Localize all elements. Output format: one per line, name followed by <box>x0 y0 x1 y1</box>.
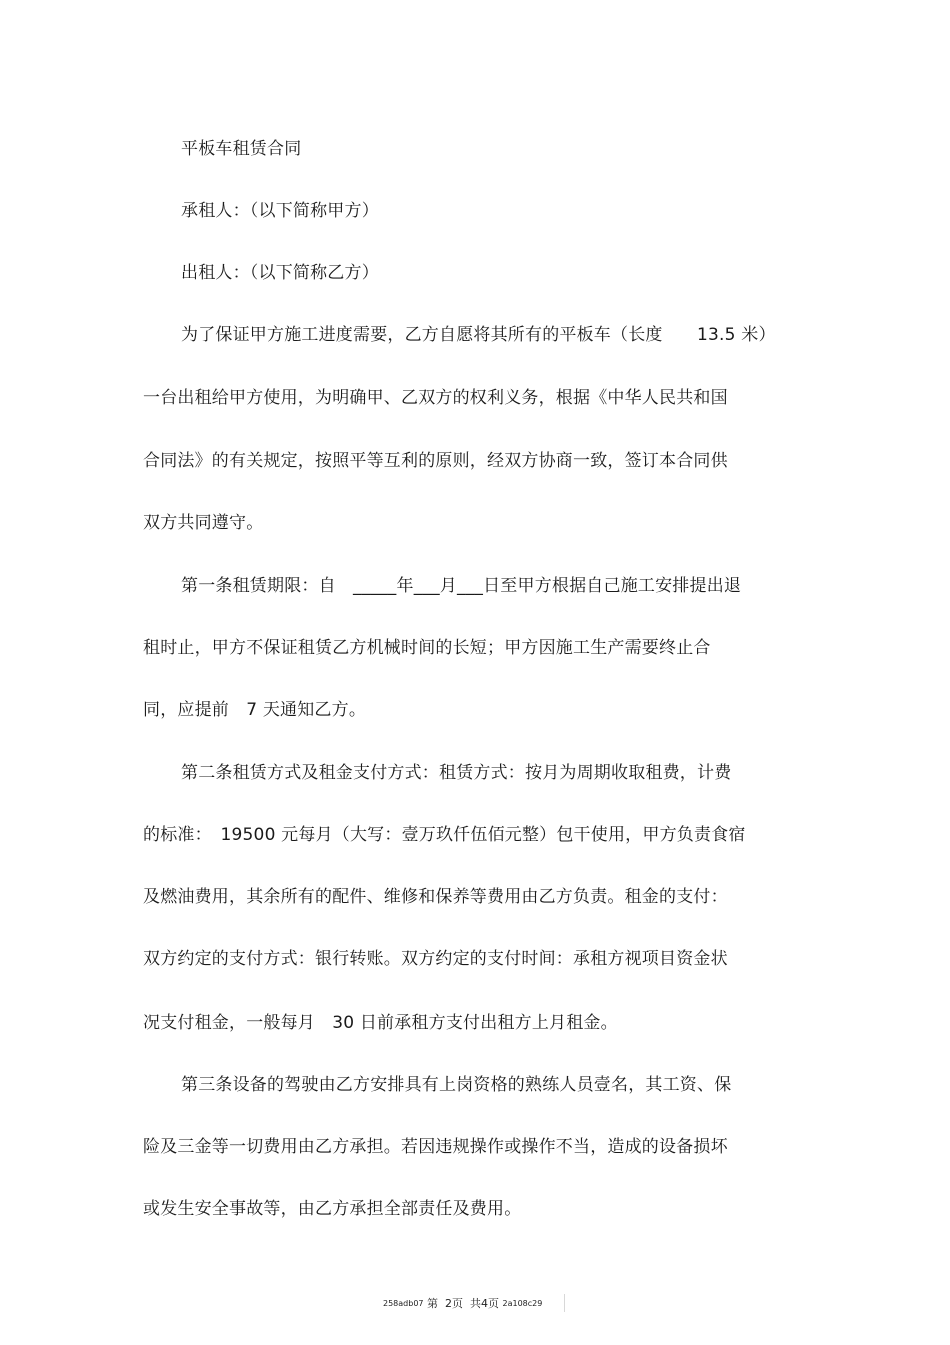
footer-code-left: 258adb07 <box>383 1299 424 1308</box>
contract-title: 平板车租赁合同 <box>181 139 302 159</box>
paragraph-line: 合同法》的有关规定，按照平等互利的原则，经双方协商一致，签订本合同供 <box>143 451 728 471</box>
paragraph-line: 及燃油费用，其余所有的配件、维修和保养等费用由乙方负责。租金的支付： <box>143 887 728 907</box>
paragraph-line: 第三条设备的驾驶由乙方安排具有上岗资格的熟练人员壹名，其工资、保 <box>181 1075 732 1095</box>
paragraph-line: 或发生安全事故等，由乙方承担全部责任及费用。 <box>143 1199 522 1219</box>
footer-divider <box>564 1294 565 1312</box>
paragraph-line: 况支付租金，一般每月 30 日前承租方支付出租方上月租金。 <box>143 1013 618 1033</box>
lessee-line: 承租人：（以下简称甲方） <box>181 201 379 221</box>
paragraph-line: 双方共同遵守。 <box>143 513 264 533</box>
paragraph-line: 双方约定的支付方式：银行转账。双方约定的支付时间：承租方视项目资金状 <box>143 949 728 969</box>
paragraph-line: 为了保证甲方施工进度需要，乙方自愿将其所有的平板车（长度 13.5 米） <box>181 325 776 345</box>
paragraph-line: 第二条租赁方式及租金支付方式：租赁方式：按月为周期收取租费，计费 <box>181 763 732 783</box>
page-number: 第 2页 共4页 <box>427 1297 499 1310</box>
paragraph-line: 险及三金等一切费用由乙方承担。若因违规操作或操作不当，造成的设备损坏 <box>143 1137 728 1157</box>
paragraph-line: 同，应提前 7 天通知乙方。 <box>143 700 367 720</box>
paragraph-line: 租时止，甲方不保证租赁乙方机械时间的长短；甲方因施工生产需要终止合 <box>143 638 711 658</box>
page-footer <box>383 1296 542 1312</box>
paragraph-line: 一台出租给甲方使用，为明确甲、乙双方的权利义务，根据《中华人民共和国 <box>143 388 728 408</box>
footer-code-right: 2a108c29 <box>502 1299 543 1308</box>
lessor-line: 出租人：（以下简称乙方） <box>181 263 379 283</box>
paragraph-line: 第一条租赁期限：自 _____年___月___日至甲方根据自己施工安排提出退 <box>181 576 742 596</box>
paragraph-line: 的标准： 19500 元每月（大写：壹万玖仟伍佰元整）包干使用，甲方负责食宿 <box>143 825 746 845</box>
